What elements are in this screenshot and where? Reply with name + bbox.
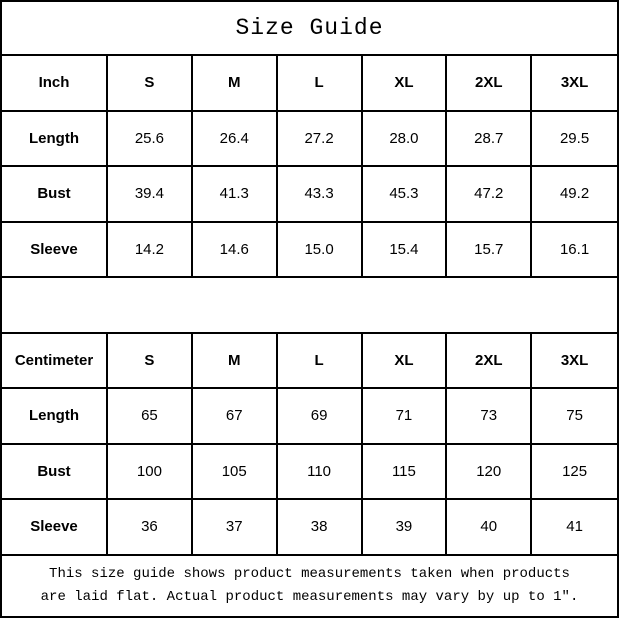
measurement-value-cell: 38	[278, 500, 363, 556]
measurement-row-label: Length	[2, 112, 108, 168]
measurement-value-cell: 73	[447, 389, 532, 445]
measurement-value-cell: 36	[108, 500, 193, 556]
size-header-cell: 2XL	[447, 56, 532, 112]
measurement-value-cell: 27.2	[278, 112, 363, 168]
measurement-value-cell: 28.0	[363, 112, 448, 168]
measurement-value-cell: 28.7	[447, 112, 532, 168]
footer-note-row	[2, 556, 617, 617]
measurement-row-label: Sleeve	[2, 223, 108, 279]
size-header-cell: XL	[363, 56, 448, 112]
measurement-value-cell: 49.2	[532, 167, 617, 223]
size-header-cell: XL	[363, 334, 448, 390]
measurement-value-cell: 29.5	[532, 112, 617, 168]
measurement-value-cell: 15.0	[278, 223, 363, 279]
spacer-row	[2, 278, 617, 334]
measurement-value-cell: 120	[447, 445, 532, 501]
measurement-value-cell: 15.4	[363, 223, 448, 279]
measurement-value-cell: 45.3	[363, 167, 448, 223]
measurement-value-cell: 100	[108, 445, 193, 501]
measurement-value-cell: 41.3	[193, 167, 278, 223]
measurement-value-cell: 75	[532, 389, 617, 445]
measurement-value-cell: 110	[278, 445, 363, 501]
size-header-cell: 3XL	[532, 334, 617, 390]
measurement-value-cell: 47.2	[447, 167, 532, 223]
measurement-value-cell: 14.6	[193, 223, 278, 279]
measurement-value-cell: 14.2	[108, 223, 193, 279]
measurement-value-cell: 39	[363, 500, 448, 556]
measurement-value-cell: 37	[193, 500, 278, 556]
measurement-row-label: Bust	[2, 445, 108, 501]
measurement-row-label: Bust	[2, 167, 108, 223]
size-header-cell: M	[193, 56, 278, 112]
size-header-cell: M	[193, 334, 278, 390]
size-header-cell: S	[108, 334, 193, 390]
measurement-value-cell: 43.3	[278, 167, 363, 223]
measurement-value-cell: 67	[193, 389, 278, 445]
size-header-cell: S	[108, 56, 193, 112]
measurement-value-cell: 69	[278, 389, 363, 445]
size-header-cell: 2XL	[447, 334, 532, 390]
unit-header-cell: Inch	[2, 56, 108, 112]
unit-header-cell: Centimeter	[2, 334, 108, 390]
measurement-value-cell: 16.1	[532, 223, 617, 279]
measurement-value-cell: 25.6	[108, 112, 193, 168]
measurement-row-label: Length	[2, 389, 108, 445]
size-header-cell: 3XL	[532, 56, 617, 112]
size-header-cell: L	[278, 334, 363, 390]
measurement-value-cell: 39.4	[108, 167, 193, 223]
measurement-row-label: Sleeve	[2, 500, 108, 556]
footer-note-text: This size guide shows product measurements taken when products are laid flat. Actual product measurements may vary by up to 1″.	[40, 566, 579, 605]
measurement-value-cell: 125	[532, 445, 617, 501]
measurement-value-cell: 41	[532, 500, 617, 556]
measurement-value-cell: 105	[193, 445, 278, 501]
measurement-value-cell: 115	[363, 445, 448, 501]
measurement-value-cell: 65	[108, 389, 193, 445]
measurement-value-cell: 26.4	[193, 112, 278, 168]
measurement-value-cell: 71	[363, 389, 448, 445]
measurement-value-cell: 40	[447, 500, 532, 556]
page-title: Size Guide	[2, 2, 617, 56]
size-header-cell: L	[278, 56, 363, 112]
measurement-value-cell: 15.7	[447, 223, 532, 279]
